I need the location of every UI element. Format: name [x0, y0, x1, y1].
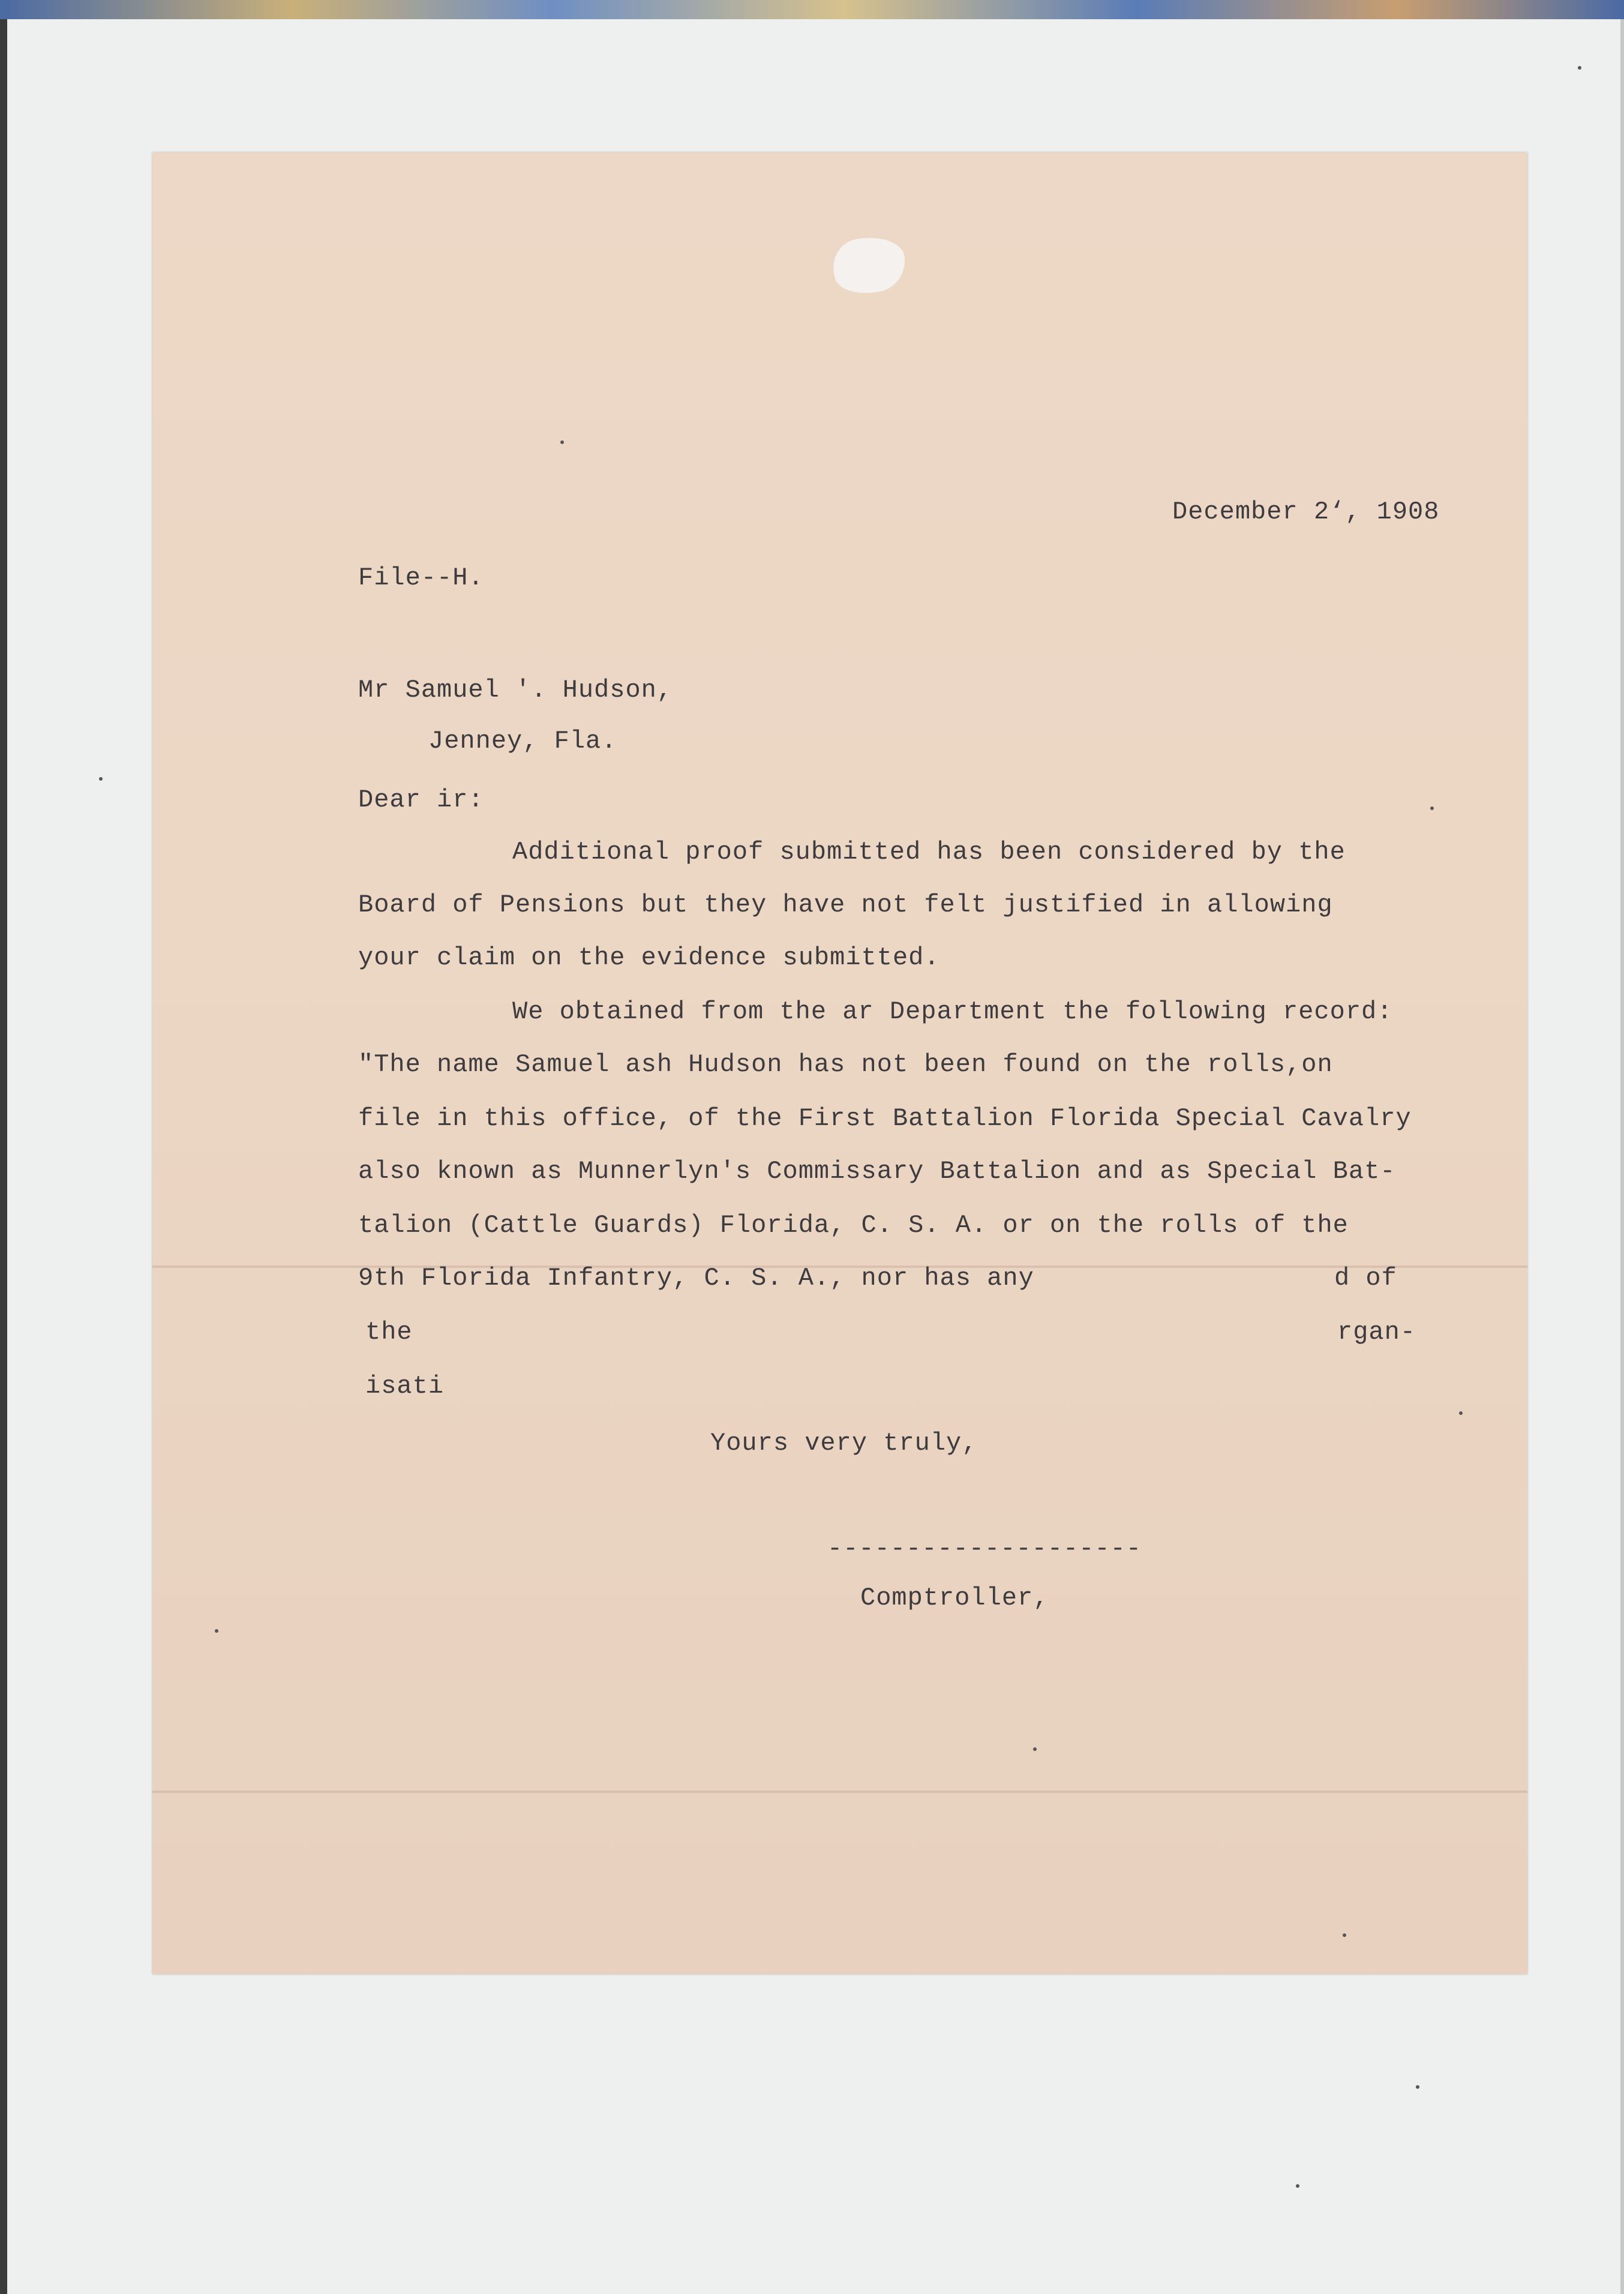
body-fragment: isati [365, 1372, 445, 1401]
paper-speck [560, 440, 564, 444]
body-line: We obtained from the ar Department the following record: [512, 997, 1393, 1026]
scan-speck [215, 1629, 218, 1633]
letter-date: December 2‘, 1908 [1172, 497, 1440, 526]
body-line: Additional proof submitted has been considered by the [512, 838, 1346, 866]
scan-speck [1296, 2184, 1299, 2188]
body-line: your claim on the evidence submitted. [358, 943, 940, 972]
body-fragment: rgan- [1337, 1318, 1416, 1347]
body-line: Board of Pensions but they have not felt justified in allowing [358, 890, 1333, 919]
letter-page [152, 152, 1527, 1974]
recipient-place: Jenney, Fla. [428, 727, 617, 755]
body-fragment: d of [1334, 1264, 1397, 1293]
paper-speck [1459, 1411, 1463, 1415]
body-fragment: the [365, 1318, 413, 1347]
scanner-edge-strip [0, 0, 1624, 19]
paper-speck [1343, 1933, 1346, 1937]
scanner-right-edge [1620, 19, 1624, 2294]
signer-title: Comptroller, [860, 1584, 1049, 1612]
scan-speck [1578, 66, 1581, 70]
signature-line: -------------------- [827, 1534, 1142, 1563]
paper-speck [1430, 806, 1434, 810]
recipient-name: Mr Samuel '. Hudson, [358, 676, 673, 704]
body-line: "The name Samuel ash Hudson has not been found on the rolls,on [358, 1050, 1333, 1079]
scan-speck [99, 777, 103, 781]
body-line: also known as Munnerlyn's Commissary Battalion and as Special Bat- [358, 1157, 1396, 1186]
paper-speck [1033, 1747, 1037, 1751]
file-reference: File--H. [358, 563, 484, 592]
scan-speck [1416, 2085, 1419, 2089]
salutation: Dear ir: [358, 785, 484, 814]
punch-hole [830, 233, 909, 298]
fold-crease [152, 1791, 1527, 1793]
body-line: 9th Florida Infantry, C. S. A., nor has any [358, 1264, 1034, 1293]
body-line: talion (Cattle Guards) Florida, C. S. A. or on the rolls of the [358, 1211, 1349, 1240]
body-line: file in this office, of the First Battalion Florida Special Cavalry [358, 1104, 1412, 1133]
scanner-left-edge [0, 19, 7, 2294]
closing: Yours very truly, [710, 1429, 978, 1458]
